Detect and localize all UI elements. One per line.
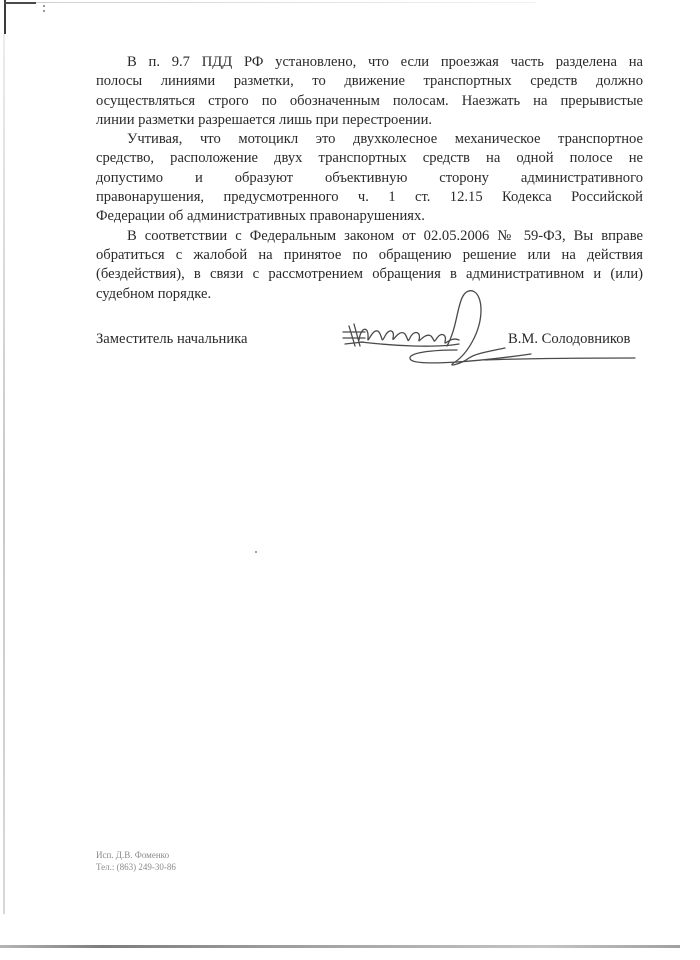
- executor-name: Исп. Д.В. Фоменко: [96, 850, 170, 860]
- signer-name: В.М. Солодовников: [508, 331, 631, 347]
- text-line: В соответствии с Федеральным законом от 02.05.2006 № 59-ФЗ, Вы вправе: [127, 227, 643, 244]
- text-line: В п. 9.7 ПДД РФ установлено, что если проезжая часть разделена на: [127, 54, 643, 70]
- paragraph-motorcycle: [96, 130, 643, 226]
- scan-speck: [255, 551, 257, 553]
- signer-title: Заместитель начальника: [96, 331, 248, 347]
- text-line: допустимо и образуют объективную сторону административного: [96, 169, 643, 186]
- text-line: Учтивая, что мотоцикл это двухколесное механическое транспортное: [127, 131, 643, 148]
- executor-footer: [96, 849, 176, 873]
- scan-dust-marks: [43, 5, 46, 15]
- scan-edge-bottom: [0, 945, 680, 948]
- text-line: осуществляться строго по обозначенным полосам. Наезжать на прерывистые: [96, 92, 643, 109]
- text-line: судебном порядке.: [96, 285, 212, 302]
- text-line: средство, расположение двух транспортных средств на одной полосе не: [96, 150, 643, 167]
- text-line: Федерации об административных правонарушениях.: [96, 208, 425, 225]
- letter-body: [96, 53, 643, 304]
- text-line: (бездействия), в связи с рассмотрением обращения в административном и (или): [96, 266, 643, 283]
- executor-phone: Тел.: (863) 249-30-86: [96, 862, 176, 872]
- text-line: правонарушения, предусмотренного ч. 1 ст. 12.15 Кодекса Российской: [96, 189, 643, 206]
- signature-block: [96, 331, 643, 361]
- scan-edge-top-shadow: [36, 2, 536, 3]
- text-line: обратиться с жалобой на принятое по обращению решение или на действия: [96, 246, 643, 263]
- text-line: линии разметки разрешается лишь при перестроении.: [96, 111, 433, 128]
- scan-edge-left: [4, 0, 6, 34]
- scan-edge-left-shadow: [3, 34, 5, 914]
- text-line: полосы линиями разметки, то движение транспортных средств должно: [96, 73, 643, 90]
- paragraph-traffic-rules: [96, 53, 643, 130]
- scan-edge-top: [4, 2, 36, 4]
